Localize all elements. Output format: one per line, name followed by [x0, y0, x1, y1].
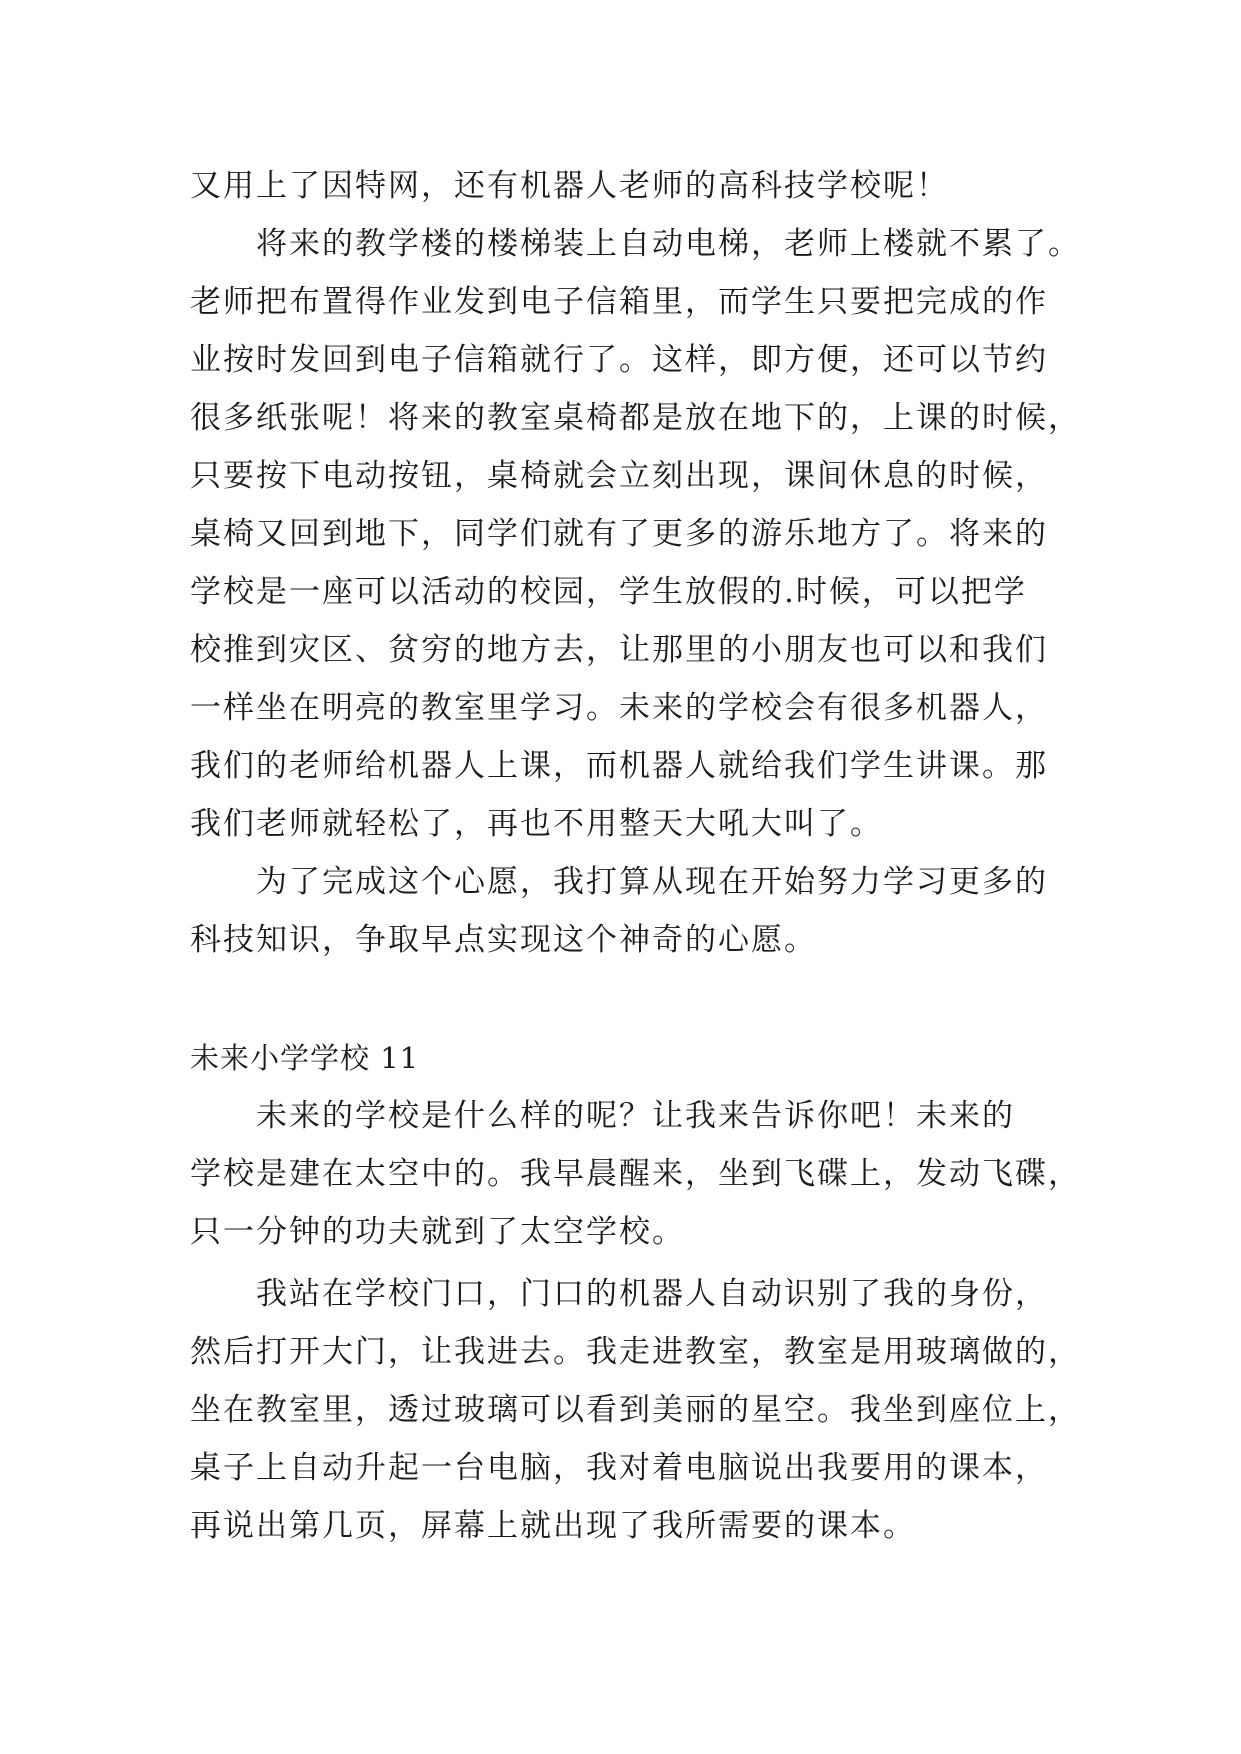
- text-line: 坐在教室里，透过玻璃可以看到美丽的星空。我坐到座位上，: [190, 1392, 1081, 1428]
- paragraph-start: 未来的学校是什么样的呢？让我来告诉你吧！未来的: [256, 1098, 1015, 1134]
- paragraph-start: 将来的教学楼的楼梯装上自动电梯，老师上楼就不累了。: [256, 226, 1081, 262]
- text-line: 一样坐在明亮的教室里学习。未来的学校会有很多机器人，: [190, 690, 1048, 726]
- text-line: 再说出第几页，屏幕上就出现了我所需要的课本。: [190, 1508, 916, 1544]
- text-line: 校推到灾区、贫穷的地方去，让那里的小朋友也可以和我们: [190, 632, 1048, 668]
- text-line: 只一分钟的功夫就到了太空学校。: [190, 1214, 685, 1250]
- text-line: 我们的老师给机器人上课，而机器人就给我们学生讲课。那: [190, 748, 1048, 784]
- text-line: 很多纸张呢！将来的教室桌椅都是放在地下的，上课的时候，: [190, 400, 1081, 436]
- text-line: 我们老师就轻松了，再也不用整天大吼大叫了。: [190, 806, 883, 842]
- text-line: 桌椅又回到地下，同学们就有了更多的游乐地方了。将来的: [190, 516, 1048, 552]
- text-line: 又用上了因特网，还有机器人老师的高科技学校呢！: [190, 168, 949, 204]
- section-heading: 未来小学学校 11: [190, 1041, 420, 1075]
- text-line: 然后打开大门，让我进去。我走进教室，教室是用玻璃做的，: [190, 1334, 1081, 1370]
- paragraph-start: 为了完成这个心愿，我打算从现在开始努力学习更多的: [256, 864, 1048, 900]
- text-line: 老师把布置得作业发到电子信箱里，而学生只要把完成的作: [190, 284, 1048, 320]
- paragraph-start: 我站在学校门口，门口的机器人自动识别了我的身份，: [256, 1276, 1048, 1312]
- text-line: 桌子上自动升起一台电脑，我对着电脑说出我要用的课本，: [190, 1450, 1048, 1486]
- text-line: 学校是建在太空中的。我早晨醒来，坐到飞碟上，发动飞碟，: [190, 1156, 1081, 1192]
- text-line: 业按时发回到电子信箱就行了。这样，即方便，还可以节约: [190, 342, 1048, 378]
- text-line: 学校是一座可以活动的校园，学生放假的.时候，可以把学: [190, 574, 1027, 610]
- text-line: 科技知识，争取早点实现这个神奇的心愿。: [190, 922, 817, 958]
- text-line: 只要按下电动按钮，桌椅就会立刻出现，课间休息的时候，: [190, 458, 1048, 494]
